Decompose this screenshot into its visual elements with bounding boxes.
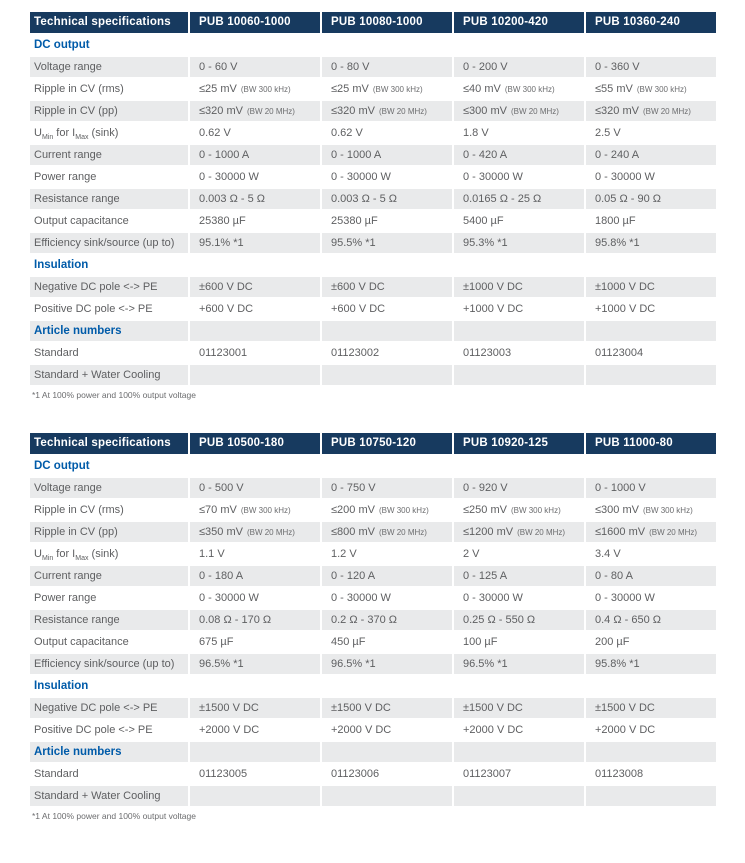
value-cell: [320, 255, 452, 275]
spec-table-1: [30, 12, 716, 385]
row-label: Standard + Water Cooling: [30, 786, 188, 806]
value-cell: [320, 500, 452, 520]
value-cell: 95.5% *1: [320, 233, 452, 253]
table-row: [30, 764, 716, 784]
table-row: [30, 720, 716, 740]
row-label: Ripple in CV (rms): [34, 504, 124, 516]
value-cell: 0 - 60 V: [188, 57, 320, 77]
value-cell: [452, 79, 584, 99]
value-cell: 0.62 V: [188, 123, 320, 143]
value-cell: [584, 676, 716, 696]
spec-header-cell: Technical specifications: [30, 433, 188, 454]
row-label: Insulation: [34, 680, 89, 692]
value-cell: 0.4 Ω - 650 Ω: [584, 610, 716, 630]
row-label: Negative DC pole <-> PE: [30, 277, 188, 297]
row-label: Resistance range: [30, 610, 188, 630]
value-text: ≤1200 mV: [463, 526, 514, 538]
section-row: [30, 456, 716, 476]
value-cell: 01123002: [320, 343, 452, 363]
value-cell: 96.5% *1: [188, 654, 320, 674]
section-row: [30, 676, 716, 696]
table-row: [30, 588, 716, 608]
value-cell: [584, 742, 716, 762]
table-row: [30, 123, 716, 143]
row-label: DC output: [34, 39, 90, 51]
value-cell: ±600 V DC: [188, 277, 320, 297]
value-cell: 25380 µF: [188, 211, 320, 231]
value-cell: [320, 321, 452, 341]
value-cell: 01123006: [320, 764, 452, 784]
value-cell: 0 - 30000 W: [320, 588, 452, 608]
value-cell: 01123008: [584, 764, 716, 784]
bandwidth-note: (BW 20 MHz): [642, 107, 691, 116]
row-label: Output capacitance: [34, 215, 129, 227]
value-cell: [188, 35, 320, 55]
value-cell: 01123005: [188, 764, 320, 784]
column-header-cell: PUB 10500-180: [188, 433, 320, 454]
row-label: Efficiency sink/source (up to): [30, 654, 188, 674]
value-cell: [584, 456, 716, 476]
value-cell: [452, 101, 584, 121]
row-label: Standard: [34, 768, 79, 780]
value-cell: 0 - 360 V: [584, 57, 716, 77]
value-cell: 95.3% *1: [452, 233, 584, 253]
value-cell: [320, 522, 452, 542]
value-text: ≤800 mV: [331, 526, 375, 538]
value-text: ≤70 mV: [199, 504, 237, 516]
value-cell: [584, 35, 716, 55]
value-cell: 0 - 125 A: [452, 566, 584, 586]
value-cell: [188, 500, 320, 520]
row-label: Positive DC pole <-> PE: [34, 303, 153, 315]
value-cell: 1.8 V: [452, 123, 584, 143]
row-label: Ripple in CV (pp): [30, 101, 188, 121]
table-header-row: [30, 433, 716, 454]
table-row: [30, 632, 716, 652]
column-header-cell: PUB 10360-240: [584, 12, 716, 33]
table-row: [30, 544, 716, 564]
bandwidth-note: (BW 20 MHz): [246, 528, 295, 537]
value-cell: 0.25 Ω - 550 Ω: [452, 610, 584, 630]
column-header-cell: PUB 10920-125: [452, 433, 584, 454]
value-cell: +1000 V DC: [452, 299, 584, 319]
bandwidth-note: (BW 300 kHz): [240, 85, 291, 94]
bandwidth-note: (BW 300 kHz): [636, 85, 687, 94]
value-cell: [320, 456, 452, 476]
value-cell: [188, 676, 320, 696]
row-label: Output capacitance: [34, 636, 129, 648]
value-cell: +2000 V DC: [452, 720, 584, 740]
value-cell: [584, 101, 716, 121]
bandwidth-note: (BW 20 MHz): [246, 107, 295, 116]
table-row: [30, 566, 716, 586]
value-cell: 0 - 200 V: [452, 57, 584, 77]
table-row: [30, 277, 716, 297]
value-text: ≤25 mV: [199, 83, 237, 95]
value-cell: 0 - 30000 W: [452, 167, 584, 187]
value-cell: 100 µF: [452, 632, 584, 652]
value-cell: ±1500 V DC: [188, 698, 320, 718]
value-cell: 0 - 120 A: [320, 566, 452, 586]
value-cell: [320, 101, 452, 121]
value-cell: 0 - 30000 W: [452, 588, 584, 608]
value-cell: [188, 456, 320, 476]
table-row: [30, 299, 716, 319]
table-header-row: [30, 12, 716, 33]
value-cell: 95.8% *1: [584, 654, 716, 674]
value-cell: 96.5% *1: [320, 654, 452, 674]
table-row: [30, 522, 716, 542]
table-row: [30, 233, 716, 253]
row-label: $U_{Min}$ for $I_{Max}$ (sink): [34, 127, 119, 142]
row-label: Article numbers: [30, 321, 188, 341]
value-cell: 0 - 30000 W: [320, 167, 452, 187]
value-text: ≤300 mV: [463, 105, 507, 117]
value-cell: 0 - 30000 W: [584, 588, 716, 608]
value-cell: [452, 321, 584, 341]
section-row: [30, 35, 716, 55]
value-cell: ±600 V DC: [320, 277, 452, 297]
value-cell: 0 - 1000 V: [584, 478, 716, 498]
bandwidth-note: (BW 300 kHz): [510, 506, 561, 515]
value-cell: 01123007: [452, 764, 584, 784]
column-header-cell: PUB 10080-1000: [320, 12, 452, 33]
value-cell: [188, 742, 320, 762]
value-cell: [452, 522, 584, 542]
value-cell: 0.003 Ω - 5 Ω: [320, 189, 452, 209]
spec-header-cell: Technical specifications: [30, 12, 188, 33]
value-cell: 0.08 Ω - 170 Ω: [188, 610, 320, 630]
value-cell: [320, 786, 452, 806]
value-cell: 2 V: [452, 544, 584, 564]
table-row: [30, 478, 716, 498]
value-cell: [188, 79, 320, 99]
bandwidth-note: (BW 300 kHz): [504, 85, 555, 94]
value-cell: [188, 786, 320, 806]
table-row: [30, 500, 716, 520]
table-row: [30, 167, 716, 187]
value-cell: 01123001: [188, 343, 320, 363]
value-cell: 0 - 80 A: [584, 566, 716, 586]
value-cell: 01123004: [584, 343, 716, 363]
bandwidth-note: (BW 20 MHz): [378, 107, 427, 116]
value-cell: 0.62 V: [320, 123, 452, 143]
row-label: Resistance range: [30, 189, 188, 209]
value-text: ≤300 mV: [595, 504, 639, 516]
value-cell: ±1500 V DC: [320, 698, 452, 718]
spec-table-2: [30, 433, 716, 806]
value-cell: [584, 255, 716, 275]
value-cell: [452, 676, 584, 696]
value-text: ≤320 mV: [199, 105, 243, 117]
value-text: ≤320 mV: [595, 105, 639, 117]
row-label: Power range: [34, 171, 97, 183]
column-header-cell: PUB 11000-80: [584, 433, 716, 454]
footnote: *1 At 100% power and 100% output voltage: [32, 811, 196, 821]
bandwidth-note: (BW 300 kHz): [642, 506, 693, 515]
value-cell: ±1000 V DC: [452, 277, 584, 297]
value-text: ≤250 mV: [463, 504, 507, 516]
value-cell: ±1500 V DC: [584, 698, 716, 718]
value-cell: ±1500 V DC: [452, 698, 584, 718]
table-row: [30, 189, 716, 209]
table-row: [30, 786, 716, 806]
table-row: [30, 57, 716, 77]
bandwidth-note: (BW 300 kHz): [378, 506, 429, 515]
table-row: [30, 79, 716, 99]
section-row: [30, 742, 716, 762]
table-row: [30, 211, 716, 231]
value-cell: [452, 255, 584, 275]
value-cell: [584, 79, 716, 99]
value-cell: +2000 V DC: [584, 720, 716, 740]
value-cell: +600 V DC: [320, 299, 452, 319]
value-cell: 0.05 Ω - 90 Ω: [584, 189, 716, 209]
value-cell: [584, 786, 716, 806]
value-cell: 0 - 80 V: [320, 57, 452, 77]
column-header-cell: PUB 10750-120: [320, 433, 452, 454]
section-row: [30, 321, 716, 341]
value-cell: [188, 255, 320, 275]
value-cell: [320, 742, 452, 762]
value-cell: 0.0165 Ω - 25 Ω: [452, 189, 584, 209]
value-cell: +600 V DC: [188, 299, 320, 319]
value-cell: [188, 101, 320, 121]
value-cell: [584, 522, 716, 542]
table-row: [30, 610, 716, 630]
value-cell: 0.003 Ω - 5 Ω: [188, 189, 320, 209]
bandwidth-note: (BW 20 MHz): [517, 528, 566, 537]
value-text: ≤200 mV: [331, 504, 375, 516]
value-cell: 95.8% *1: [584, 233, 716, 253]
value-cell: [188, 365, 320, 385]
value-cell: [320, 79, 452, 99]
bandwidth-note: (BW 20 MHz): [649, 528, 698, 537]
value-cell: 1.2 V: [320, 544, 452, 564]
value-cell: [320, 35, 452, 55]
row-label: Power range: [34, 592, 97, 604]
row-label: Voltage range: [30, 57, 188, 77]
value-cell: 2.5 V: [584, 123, 716, 143]
value-cell: ±1000 V DC: [584, 277, 716, 297]
table-row: [30, 145, 716, 165]
row-label: Positive DC pole <-> PE: [34, 724, 153, 736]
table-row: [30, 698, 716, 718]
value-cell: 200 µF: [584, 632, 716, 652]
section-row: [30, 255, 716, 275]
value-cell: 0 - 30000 W: [188, 167, 320, 187]
row-label: Ripple in CV (pp): [30, 522, 188, 542]
value-cell: 95.1% *1: [188, 233, 320, 253]
value-text: ≤40 mV: [463, 83, 501, 95]
row-label: DC output: [34, 460, 90, 472]
value-cell: 0.2 Ω - 370 Ω: [320, 610, 452, 630]
bandwidth-note: (BW 20 MHz): [378, 528, 427, 537]
row-label: Current range: [30, 145, 188, 165]
footnote: *1 At 100% power and 100% output voltage: [32, 390, 196, 400]
value-cell: 450 µF: [320, 632, 452, 652]
value-cell: 0 - 30000 W: [188, 588, 320, 608]
value-cell: 675 µF: [188, 632, 320, 652]
value-cell: +1000 V DC: [584, 299, 716, 319]
value-cell: 0 - 30000 W: [584, 167, 716, 187]
row-label: Voltage range: [30, 478, 188, 498]
value-cell: 0 - 750 V: [320, 478, 452, 498]
value-cell: [584, 500, 716, 520]
value-cell: 0 - 920 V: [452, 478, 584, 498]
value-cell: 3.4 V: [584, 544, 716, 564]
value-cell: 96.5% *1: [452, 654, 584, 674]
value-cell: [452, 786, 584, 806]
value-cell: [320, 676, 452, 696]
row-label: Efficiency sink/source (up to): [30, 233, 188, 253]
value-text: ≤320 mV: [331, 105, 375, 117]
value-cell: [452, 456, 584, 476]
bandwidth-note: (BW 300 kHz): [372, 85, 423, 94]
value-cell: [320, 365, 452, 385]
value-cell: 0 - 1000 A: [188, 145, 320, 165]
row-label: $U_{Min}$ for $I_{Max}$ (sink): [34, 548, 119, 563]
bandwidth-note: (BW 20 MHz): [510, 107, 559, 116]
value-cell: 0 - 180 A: [188, 566, 320, 586]
row-label: Standard + Water Cooling: [30, 365, 188, 385]
row-label: Negative DC pole <-> PE: [30, 698, 188, 718]
value-cell: [452, 35, 584, 55]
value-cell: [584, 321, 716, 341]
table-row: [30, 654, 716, 674]
bandwidth-note: (BW 300 kHz): [240, 506, 291, 515]
value-cell: [452, 365, 584, 385]
value-cell: [452, 500, 584, 520]
value-cell: 0 - 420 A: [452, 145, 584, 165]
value-cell: 0 - 1000 A: [320, 145, 452, 165]
value-text: ≤25 mV: [331, 83, 369, 95]
value-cell: 01123003: [452, 343, 584, 363]
row-label: Standard: [34, 347, 79, 359]
value-text: ≤1600 mV: [595, 526, 646, 538]
column-header-cell: PUB 10200-420: [452, 12, 584, 33]
row-label: Ripple in CV (rms): [34, 83, 124, 95]
value-cell: [584, 365, 716, 385]
row-label: Article numbers: [30, 742, 188, 762]
value-cell: [452, 742, 584, 762]
table-row: [30, 343, 716, 363]
row-label: Insulation: [34, 259, 89, 271]
value-cell: 5400 µF: [452, 211, 584, 231]
value-cell: +2000 V DC: [188, 720, 320, 740]
value-cell: [188, 321, 320, 341]
row-label: Current range: [30, 566, 188, 586]
value-cell: 25380 µF: [320, 211, 452, 231]
value-cell: 0 - 240 A: [584, 145, 716, 165]
value-cell: +2000 V DC: [320, 720, 452, 740]
value-cell: 0 - 500 V: [188, 478, 320, 498]
table-row: [30, 365, 716, 385]
value-cell: 1.1 V: [188, 544, 320, 564]
table-row: [30, 101, 716, 121]
value-text: ≤350 mV: [199, 526, 243, 538]
column-header-cell: PUB 10060-1000: [188, 12, 320, 33]
value-cell: [188, 522, 320, 542]
value-text: ≤55 mV: [595, 83, 633, 95]
value-cell: 1800 µF: [584, 211, 716, 231]
